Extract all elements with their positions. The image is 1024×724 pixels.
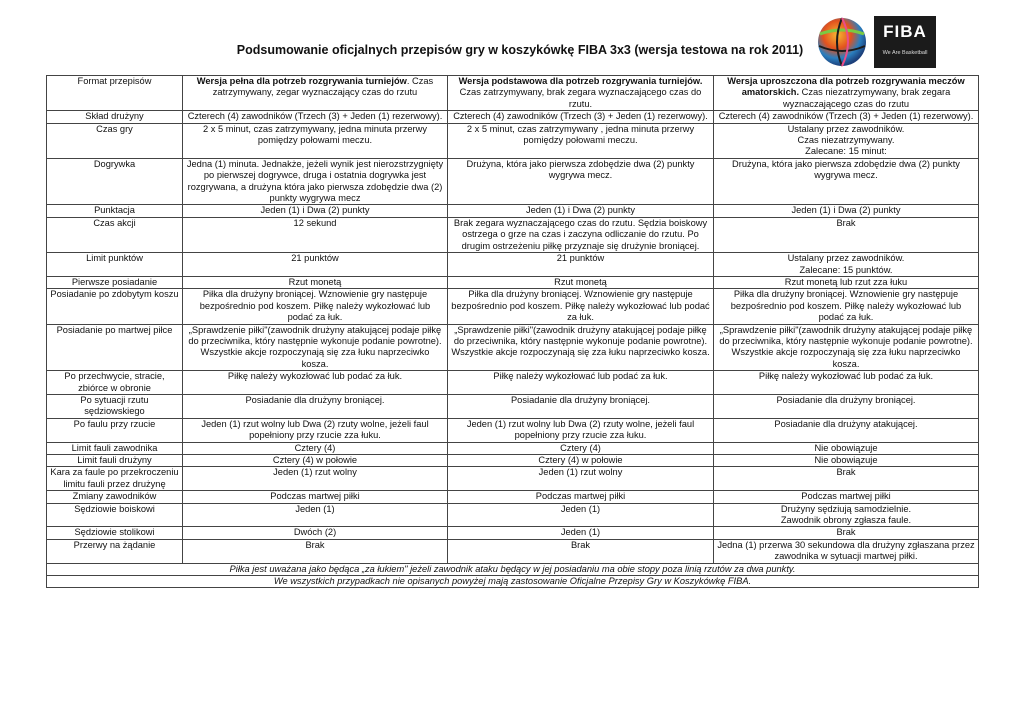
cell-full: Brak: [183, 539, 448, 563]
cell-full: Jedna (1) minuta. Jednakże, jeżeli wynik jest nierozstrzygnięty po pierwszej dogrywce, druga i ostatnia dogrywka jest rozgrywana, a drużyna która jako pierwsza zdobędzie dwa (2) punkty wygrywa mecz: [183, 158, 448, 205]
cell-basic: Podczas martwej piłki: [448, 491, 714, 503]
cell-simple: Piłkę należy wykozłować lub podać za łuk.: [714, 371, 979, 395]
cell-basic: Piłkę należy wykozłować lub podać za łuk.: [448, 371, 714, 395]
cell-basic: Jeden (1): [448, 527, 714, 539]
header-label: Format przepisów: [47, 76, 183, 111]
table-row: [47, 253, 979, 277]
cell-simple: Ustalany przez zawodników. Czas niezatrzymywany. Zalecane: 15 minut:: [714, 123, 979, 158]
cell-full: Jeden (1): [183, 503, 448, 527]
header-col-full: [183, 76, 448, 111]
table-row: [47, 111, 979, 123]
row-label: Posiadanie po martwej piłce: [47, 324, 183, 371]
cell-simple: Posiadanie dla drużyny atakującej.: [714, 418, 979, 442]
cell-basic: Czterech (4) zawodników (Trzech (3) + Jeden (1) rezerwowy).: [448, 111, 714, 123]
cell-basic: Piłka dla drużyny broniącej. Wznowienie gry następuje bezpośrednio pod koszem. Piłkę należy wykozłować lub podać za łuk.: [448, 289, 714, 324]
cell-simple: Drużyny sędziują samodzielnie. Zawodnik obrony zgłasza faule.: [714, 503, 979, 527]
table-row: [47, 491, 979, 503]
header-col-basic-bold: Wersja podstawowa dla potrzeb rozgrywania turniejów.: [458, 76, 703, 86]
cell-full: Posiadanie dla drużyny broniącej.: [183, 394, 448, 418]
cell-full: Cztery (4) w połowie: [183, 455, 448, 467]
header-col-full-bold: Wersja pełna dla potrzeb rozgrywania turniejów: [196, 76, 407, 86]
cell-simple: Nie obowiązuje: [714, 455, 979, 467]
table-row: [47, 455, 979, 467]
cell-full: Jeden (1) i Dwa (2) punkty: [183, 205, 448, 217]
note-row: [47, 576, 979, 588]
table-row: [47, 467, 979, 491]
cell-full: Czterech (4) zawodników (Trzech (3) + Jeden (1) rezerwowy).: [183, 111, 448, 123]
row-label: Limit fauli zawodnika: [47, 442, 183, 454]
row-label: Kara za faule po przekroczeniu limitu fauli przez drużynę: [47, 467, 183, 491]
row-label: Limit punktów: [47, 253, 183, 277]
cell-full: 21 punktów: [183, 253, 448, 277]
fiba-logo: [812, 16, 936, 68]
cell-simple: Posiadanie dla drużyny broniącej.: [714, 394, 979, 418]
row-label: Po przechwycie, stracie, zbiórce w obronie: [47, 371, 183, 395]
row-label: Sędziowie stolikowi: [47, 527, 183, 539]
table-row: [47, 527, 979, 539]
cell-full: 12 sekund: [183, 217, 448, 252]
row-label: Dogrywka: [47, 158, 183, 205]
cell-simple: „Sprawdzenie piłki"(zawodnik drużyny atakującej podaje piłkę do przeciwnika, który następnie wykonuje podanie powrotne). Wszystkie akcje rozpoczynają się zza łuku naprzeciwko kosza.: [714, 324, 979, 371]
cell-full: Podczas martwej piłki: [183, 491, 448, 503]
cell-simple: Brak: [714, 467, 979, 491]
cell-full: Cztery (4): [183, 442, 448, 454]
cell-full: Dwóch (2): [183, 527, 448, 539]
cell-simple: Ustalany przez zawodników. Zalecane: 15 punktów.: [714, 253, 979, 277]
table-row: [47, 539, 979, 563]
cell-basic: Brak: [448, 539, 714, 563]
row-label: Skład drużyny: [47, 111, 183, 123]
header-col-simple-bold: Wersja uproszczona dla potrzeb rozgrywania meczów amatorskich.: [727, 76, 965, 98]
logo-wordmark: [874, 16, 936, 68]
cell-basic: 21 punktów: [448, 253, 714, 277]
table-row: [47, 158, 979, 205]
row-label: Po faulu przy rzucie: [47, 418, 183, 442]
header-col-basic: [448, 76, 714, 111]
row-label: Przerwy na żądanie: [47, 539, 183, 563]
cell-full: Jeden (1) rzut wolny: [183, 467, 448, 491]
cell-basic: Cztery (4) w połowie: [448, 455, 714, 467]
cell-simple: Czterech (4) zawodników (Trzech (3) + Jeden (1) rezerwowy).: [714, 111, 979, 123]
cell-full: Rzut monetą: [183, 276, 448, 288]
table-row: [47, 442, 979, 454]
rules-table: [46, 75, 979, 588]
cell-full: 2 x 5 minut, czas zatrzymywany, jedna minuta przerwy pomiędzy połowami meczu.: [183, 123, 448, 158]
note-row: [47, 563, 979, 575]
row-label: Pierwsze posiadanie: [47, 276, 183, 288]
row-label: Po sytuacji rzutu sędziowskiego: [47, 394, 183, 418]
row-label: Sędziowie boiskowi: [47, 503, 183, 527]
cell-full: Jeden (1) rzut wolny lub Dwa (2) rzuty wolne, jeżeli faul popełniony przy rzucie zza łuku.: [183, 418, 448, 442]
header-col-simple-text: Czas niezatrzymywany, brak zegara wyznaczającego czas do rzutu: [782, 87, 951, 109]
cell-basic: Drużyna, która jako pierwsza zdobędzie dwa (2) punkty wygrywa mecz.: [448, 158, 714, 205]
cell-simple: Nie obowiązuje: [714, 442, 979, 454]
cell-basic: Jeden (1) i Dwa (2) punkty: [448, 205, 714, 217]
header-row: [47, 76, 979, 111]
cell-simple: Jedna (1) przerwa 30 sekundowa dla drużyny zgłaszana przez zawodnika w sytuacji martwej piłki.: [714, 539, 979, 563]
row-label: Posiadanie po zdobytym koszu: [47, 289, 183, 324]
cell-basic: Jeden (1): [448, 503, 714, 527]
header-col-full-text: . Czas zatrzymywany, zegar wyznaczający czas do rzutu: [212, 76, 434, 98]
cell-simple: Drużyna, która jako pierwsza zdobędzie dwa (2) punkty wygrywa mecz.: [714, 158, 979, 205]
cell-simple: Rzut monetą lub rzut zza łuku: [714, 276, 979, 288]
cell-basic: Jeden (1) rzut wolny lub Dwa (2) rzuty wolne, jeżeli faul popełniony przy rzucie zza łuku.: [448, 418, 714, 442]
table-row: [47, 289, 979, 324]
cell-basic: Posiadanie dla drużyny broniącej.: [448, 394, 714, 418]
row-label: Czas gry: [47, 123, 183, 158]
cell-simple: Jeden (1) i Dwa (2) punkty: [714, 205, 979, 217]
table-row: [47, 371, 979, 395]
cell-basic: Brak zegara wyznaczającego czas do rzutu. Sędzia boiskowy ostrzega o grze na czas i zaczyna odliczanie do rzutu. Po drugim ostrzeżeniu piłkę przyznaje się drużynie broniącej.: [448, 217, 714, 252]
cell-basic: Rzut monetą: [448, 276, 714, 288]
cell-simple: Brak: [714, 217, 979, 252]
cell-simple: Brak: [714, 527, 979, 539]
table-row: [47, 503, 979, 527]
header-col-simple: [714, 76, 979, 111]
cell-full: Piłkę należy wykozłować lub podać za łuk.: [183, 371, 448, 395]
table-row: [47, 276, 979, 288]
table-row: [47, 123, 979, 158]
cell-basic: Jeden (1) rzut wolny: [448, 467, 714, 491]
cell-simple: Piłka dla drużyny broniącej. Wznowienie gry następuje bezpośrednio pod koszem. Piłkę należy wykozłować lub podać za łuk.: [714, 289, 979, 324]
cell-full: Piłka dla drużyny broniącej. Wznowienie gry następuje bezpośrednio pod koszem. Piłkę należy wykozłować lub podać za łuk.: [183, 289, 448, 324]
cell-basic: „Sprawdzenie piłki"(zawodnik drużyny atakującej podaje piłkę do przeciwnika, który następnie wykonuje podanie powrotne). Wszystkie akcje rozpoczynają się zza łuku naprzeciwko kosza.: [448, 324, 714, 371]
footnote: Piłka jest uważana jako będąca „za łukiem" jeżeli zawodnik ataku będący w jej posiadaniu ma obie stopy poza linią rzutów za dwa punkty.: [47, 563, 979, 575]
cell-basic: 2 x 5 minut, czas zatrzymywany , jedna minuta przerwy pomiędzy połowami meczu.: [448, 123, 714, 158]
basketball-globe-icon: [812, 16, 872, 68]
row-label: Czas akcji: [47, 217, 183, 252]
table-row: [47, 394, 979, 418]
table-row: [47, 324, 979, 371]
row-label: Zmiany zawodników: [47, 491, 183, 503]
table-row: [47, 418, 979, 442]
row-label: Punktacja: [47, 205, 183, 217]
row-label: Limit fauli drużyny: [47, 455, 183, 467]
page-title: Podsumowanie oficjalnych przepisów gry w koszykówkę FIBA 3x3 (wersja testowa na rok 2011): [236, 43, 804, 57]
cell-simple: Podczas martwej piłki: [714, 491, 979, 503]
logo-word: FIBA: [883, 22, 927, 41]
footnote: We wszystkich przypadkach nie opisanych powyżej mają zastosowanie Oficjalne Przepisy Gry w Koszykówkę FIBA.: [47, 576, 979, 588]
table-row: [47, 205, 979, 217]
table-row: [47, 217, 979, 252]
logo-tagline: We Are Basketball: [882, 50, 928, 56]
cell-basic: Cztery (4): [448, 442, 714, 454]
header-col-basic-text: Czas zatrzymywany, brak zegara wyznaczającego czas do rzutu.: [459, 87, 702, 109]
cell-full: „Sprawdzenie piłki"(zawodnik drużyny atakującej podaje piłkę do przeciwnika, który następnie wykonuje podanie powrotne). Wszystkie akcje rozpoczynają się zza łuku naprzeciwko kosza.: [183, 324, 448, 371]
